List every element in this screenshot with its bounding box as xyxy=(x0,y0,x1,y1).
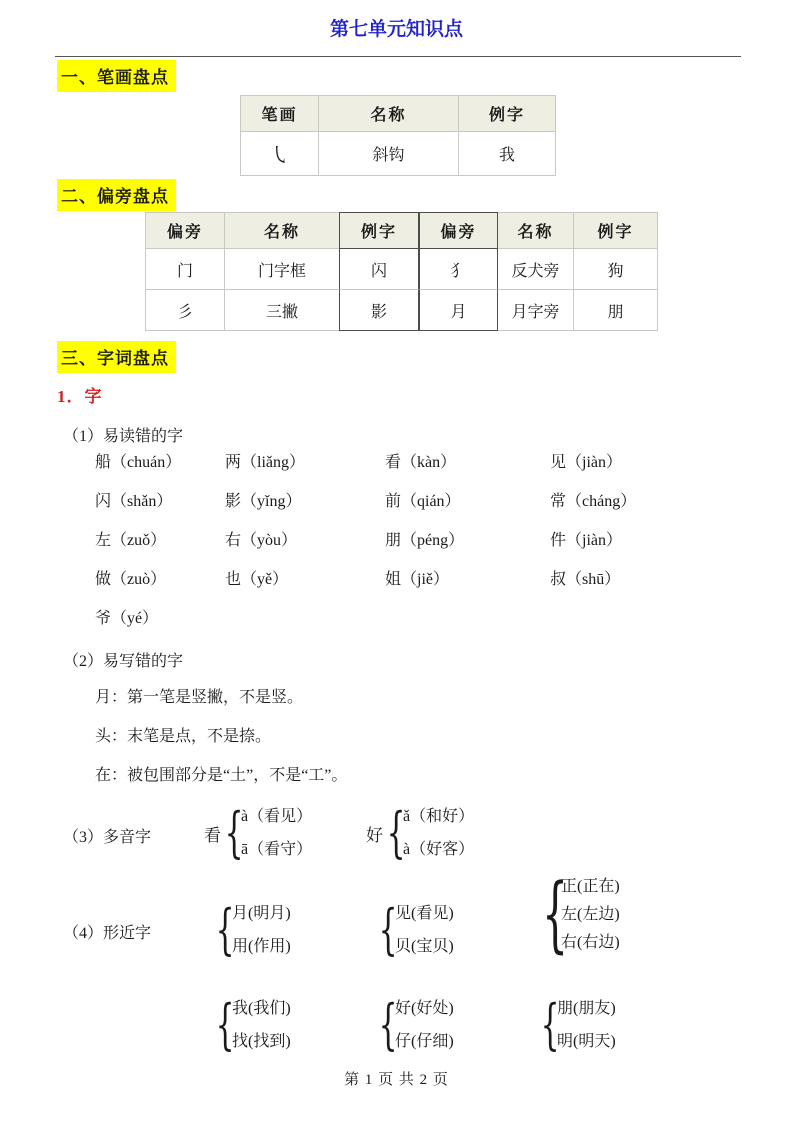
table-row xyxy=(145,249,658,290)
similar-items xyxy=(395,998,454,1052)
header-cell: 例字 xyxy=(459,95,556,132)
similar-group xyxy=(375,903,454,957)
similar-item: 贝(宝贝) xyxy=(395,938,454,955)
polyphone-group xyxy=(204,806,312,860)
left-brace xyxy=(541,1002,550,1048)
similar-group xyxy=(212,998,291,1052)
miswrite-note: 头：末笔是点，不是捺。 xyxy=(95,728,272,745)
misread-item: 也（yě） xyxy=(225,571,289,588)
similar-item: 左(左边) xyxy=(561,906,620,923)
misread-item: 爷（yé） xyxy=(95,610,159,627)
cell: 我 xyxy=(459,132,556,176)
misread-item: 右（yòu） xyxy=(225,532,298,549)
misread-item: 姐（jiě） xyxy=(385,571,449,588)
misread-item: 叔（shū） xyxy=(550,571,621,588)
section-heading-radicals: 二、偏旁盘点 xyxy=(57,179,176,211)
header-cell: 偏旁 xyxy=(145,212,225,249)
similar-label: （4）形近字 xyxy=(63,925,152,942)
section-heading-strokes: 一、笔画盘点 xyxy=(57,60,176,92)
page-title: 第七单元知识点 xyxy=(329,19,463,40)
cell: 朋 xyxy=(574,290,658,331)
misread-item: 船（chuán） xyxy=(95,454,182,471)
misread-item: 左（zuǒ） xyxy=(95,532,167,549)
similar-items xyxy=(232,903,291,957)
stroke-cell: ㇂ xyxy=(240,132,319,176)
header-cell: 偏旁 xyxy=(419,212,498,249)
header-cell: 笔画 xyxy=(240,95,319,132)
similar-items xyxy=(557,998,616,1052)
left-brace xyxy=(387,810,396,856)
polyphone-reading: à（好客） xyxy=(403,841,475,858)
similar-group xyxy=(212,903,291,957)
polyphone-readings xyxy=(403,806,474,860)
similar-items xyxy=(395,903,454,957)
misread-label: （1）易读错的字 xyxy=(63,428,184,445)
header-cell: 例字 xyxy=(339,212,419,249)
polyphone-char: 好 xyxy=(366,825,383,845)
misread-item: 两（liǎng） xyxy=(225,454,305,471)
similar-item: 见(看见) xyxy=(395,905,454,922)
polyphone-reading: à（看见） xyxy=(241,808,313,825)
left-brace xyxy=(542,880,552,950)
similar-item: 正(正在) xyxy=(561,878,620,895)
left-brace xyxy=(216,1002,225,1048)
misread-item: 闪（shǎn） xyxy=(95,493,173,510)
page-number: 第 1 页 共 2 页 xyxy=(344,1072,449,1088)
misread-item: 见（jiàn） xyxy=(550,454,622,471)
similar-item: 找(找到) xyxy=(232,1033,291,1050)
similar-items xyxy=(232,998,291,1052)
miswrite-label: （2）易写错的字 xyxy=(63,653,184,670)
left-brace xyxy=(216,907,225,953)
miswrite-notes xyxy=(95,678,347,795)
cell: 月字旁 xyxy=(498,290,574,331)
left-brace xyxy=(225,810,234,856)
misread-item: 做（zuò） xyxy=(95,571,167,588)
similar-item: 我(我们) xyxy=(232,1000,291,1017)
subsection-zi-heading: 1．字 xyxy=(57,387,103,406)
stroke-table xyxy=(240,95,556,176)
header-cell: 名称 xyxy=(319,95,459,132)
cell: 狗 xyxy=(574,249,658,290)
cell: 犭 xyxy=(419,249,498,290)
polyphone-char: 看 xyxy=(204,825,221,845)
misread-item: 件（jiàn） xyxy=(550,532,622,549)
misread-list xyxy=(95,452,735,630)
misread-item: 看（kàn） xyxy=(385,454,457,471)
similar-items xyxy=(561,876,620,953)
header-divider xyxy=(55,56,741,57)
table-row xyxy=(240,132,556,176)
polyphone-reading: ǎ（和好） xyxy=(403,808,475,825)
similar-item: 朋(朋友) xyxy=(557,1000,616,1017)
polyphone-reading: ā（看守） xyxy=(241,841,313,858)
header-cell: 名称 xyxy=(225,212,339,249)
miswrite-note: 月：第一笔是竖撇，不是竖。 xyxy=(95,689,304,706)
table-header-row xyxy=(145,212,658,249)
section-heading-words: 三、字词盘点 xyxy=(57,341,176,373)
left-brace xyxy=(379,907,388,953)
similar-item: 仔(仔细) xyxy=(395,1033,454,1050)
cell: 门字框 xyxy=(225,249,339,290)
similar-item: 月(明月) xyxy=(232,905,291,922)
similar-group xyxy=(375,998,454,1052)
misread-item: 朋（péng） xyxy=(385,532,465,549)
header-cell: 名称 xyxy=(498,212,574,249)
table-header-row xyxy=(240,95,556,132)
cell: 影 xyxy=(339,290,419,331)
cell: 斜钩 xyxy=(319,132,459,176)
miswrite-note: 在：被包围部分是“土”，不是“工”。 xyxy=(95,767,348,784)
polyphone-readings xyxy=(241,806,312,860)
cell: 反犬旁 xyxy=(498,249,574,290)
polyphone-label: （3）多音字 xyxy=(63,829,152,846)
header-cell: 例字 xyxy=(574,212,658,249)
similar-item: 右(右边) xyxy=(561,934,620,951)
cell: 月 xyxy=(419,290,498,331)
similar-group xyxy=(537,998,616,1052)
misread-item: 影（yǐng） xyxy=(225,493,302,510)
radical-table xyxy=(145,212,658,331)
cell: 门 xyxy=(145,249,225,290)
cell: 闪 xyxy=(339,249,419,290)
cell: 彡 xyxy=(145,290,225,331)
cell: 三撇 xyxy=(225,290,339,331)
similar-group xyxy=(537,876,620,953)
similar-item: 用(作用) xyxy=(232,938,291,955)
table-row xyxy=(145,290,658,331)
left-brace xyxy=(379,1002,388,1048)
misread-item: 常（cháng） xyxy=(550,493,637,510)
misread-item: 前（qián） xyxy=(385,493,461,510)
polyphone-group xyxy=(366,806,474,860)
similar-item: 明(明天) xyxy=(557,1033,616,1050)
similar-item: 好(好处) xyxy=(395,1000,454,1017)
